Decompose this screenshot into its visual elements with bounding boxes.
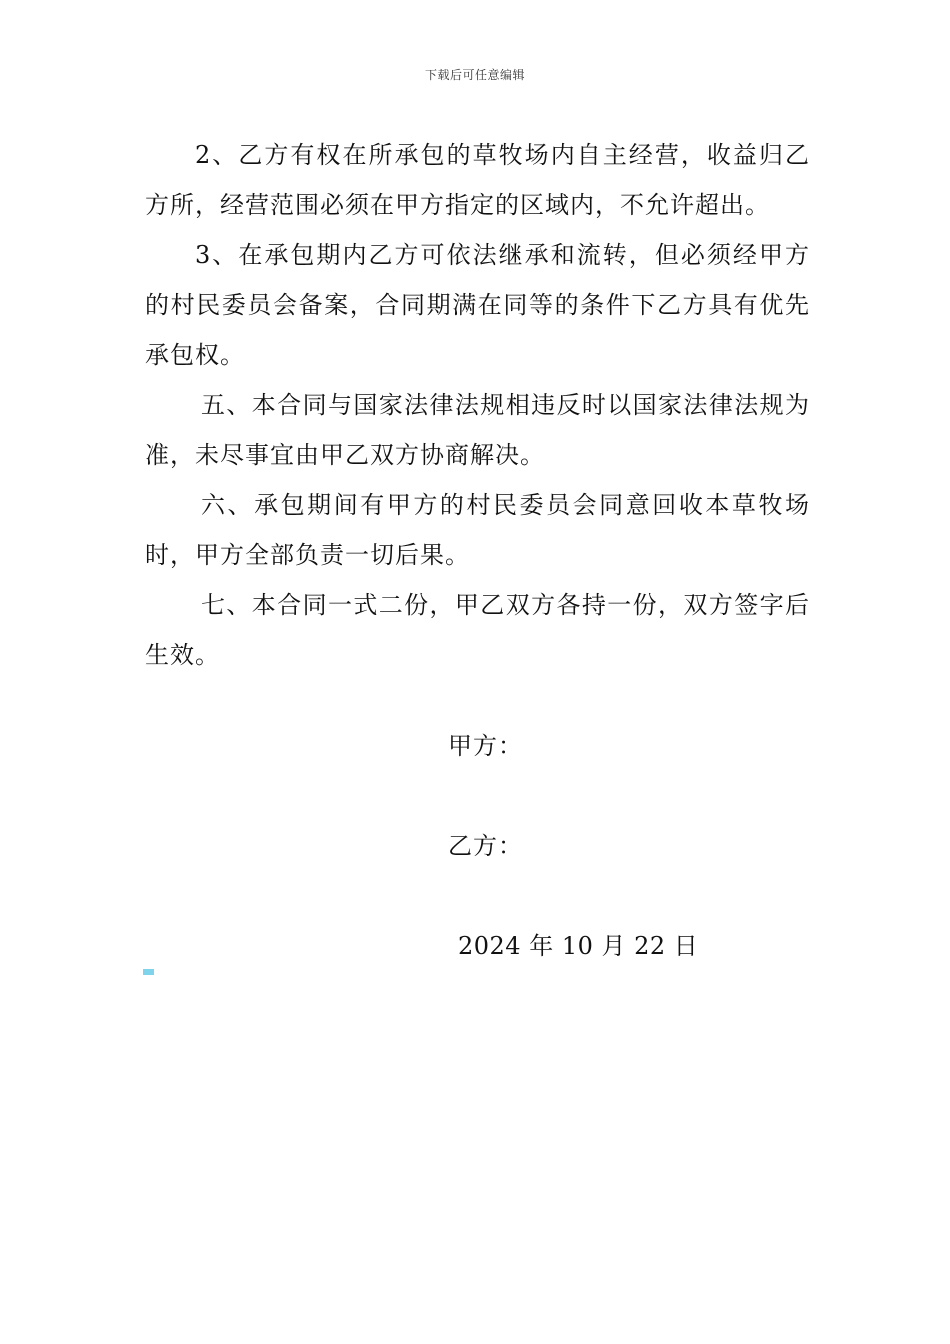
clause-2: 2、乙方有权在所承包的草牧场内自主经营，收益归乙方所，经营范围必须在甲方指定的区域内，不允许超出。 [145,141,810,219]
clause-3: 3、在承包期内乙方可依法继承和流转，但必须经甲方的村民委员会备案，合同期满在同等的条件下乙方具有优先承包权。 [145,241,810,369]
party-a-signature-label: 甲方： [448,732,523,760]
article-5: 五、本合同与国家法律法规相违反时以国家法律法规为准，未尽事宜由甲乙双方协商解决。 [145,391,810,469]
article-6: 六、承包期间有甲方的村民委员会同意回收本草牧场时，甲方全部负责一切后果。 [145,491,810,569]
article-7: 七、本合同一式二份，甲乙双方各持一份，双方签字后生效。 [145,591,810,669]
party-b-signature-label: 乙方： [448,832,523,860]
signing-date: 2024 年 10 月 22 日 [458,932,699,960]
contract-body [145,130,810,680]
page-header-note: 下载后可任意编辑 [424,68,525,82]
text-cursor-marker [143,969,154,975]
